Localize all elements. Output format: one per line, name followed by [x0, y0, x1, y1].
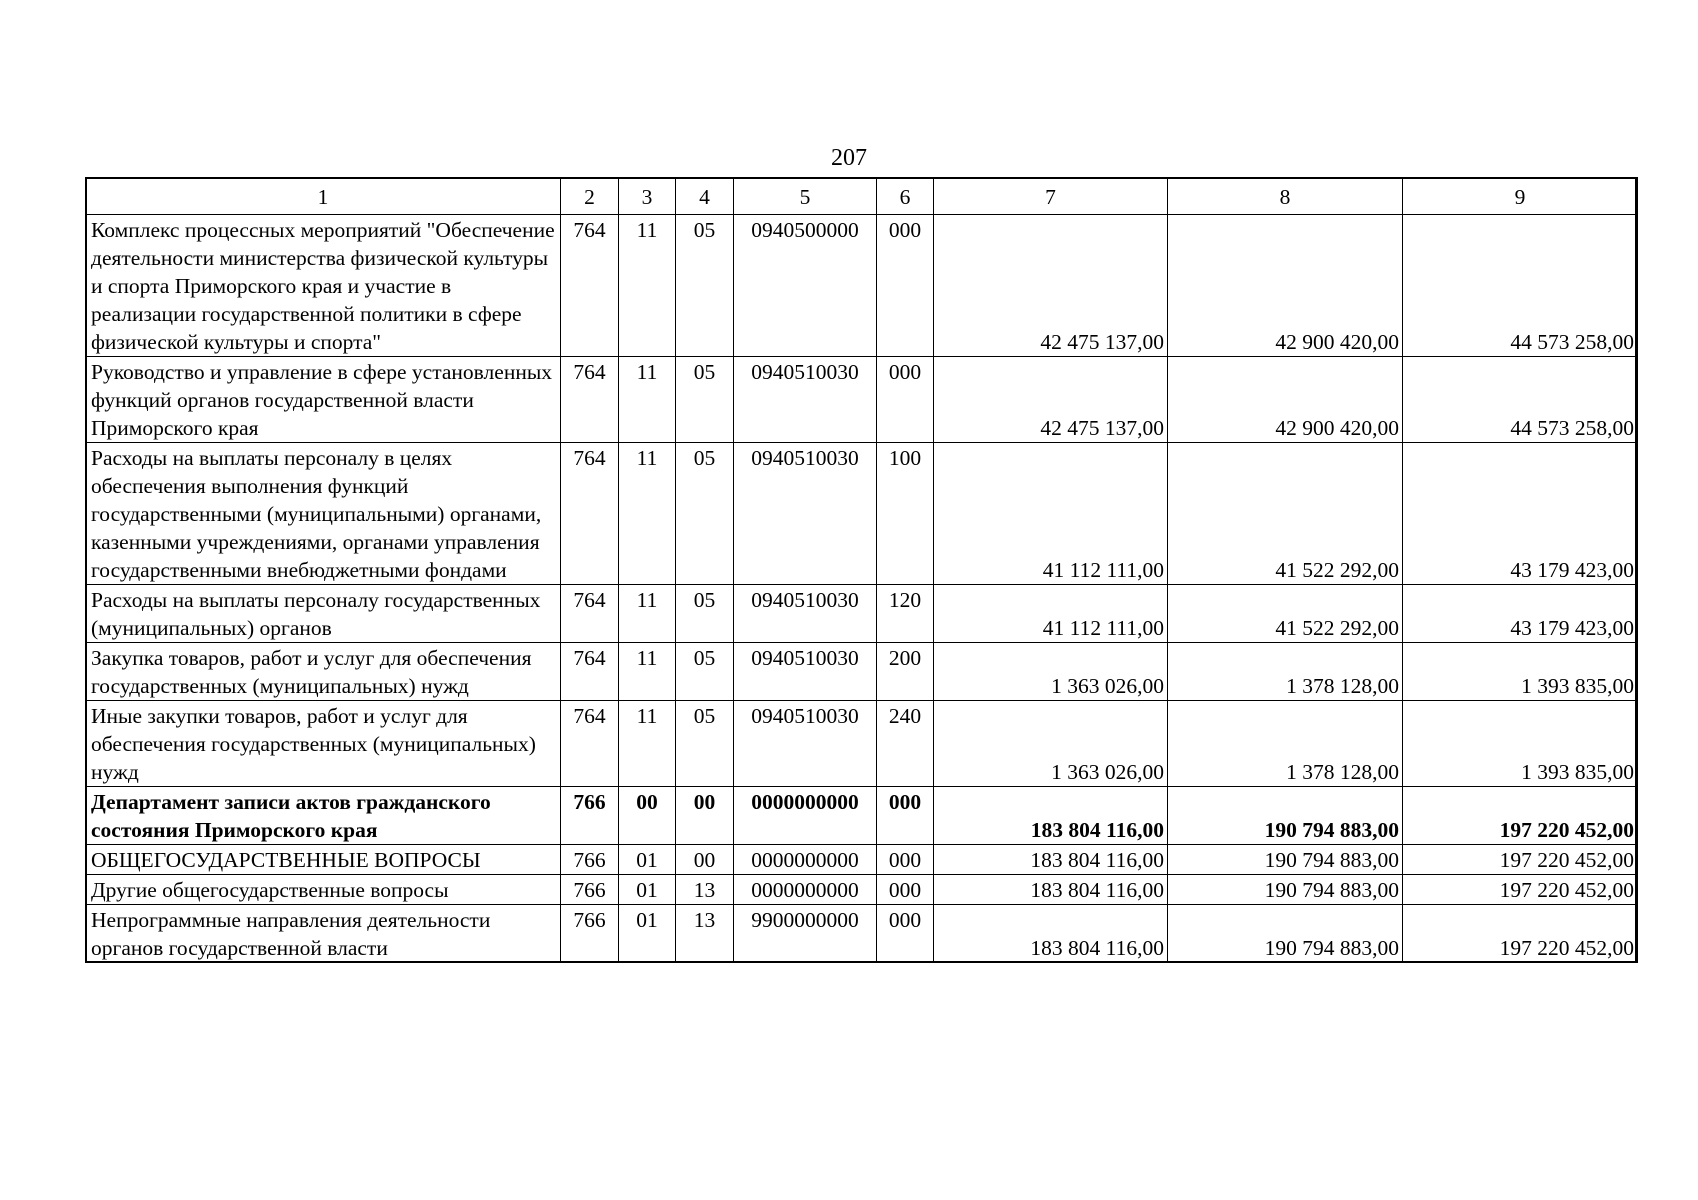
row-subsection: 13 [676, 875, 734, 905]
row-name: Комплекс процессных мероприятий "Обеспечение деятельности министерства физической культуры и спорта Приморского края и участие в реализации государственной политики в сфере физической культуры и спорта" [86, 215, 561, 357]
table-row [86, 585, 1638, 643]
row-subsection: 00 [676, 845, 734, 875]
row-subsection: 05 [676, 701, 734, 787]
table-row [86, 215, 1638, 357]
row-expense-type: 000 [877, 875, 934, 905]
row-name: Другие общегосударственные вопросы [86, 875, 561, 905]
row-amount-year-2: 42 900 420,00 [1168, 357, 1403, 443]
row-amount-year-1: 41 112 111,00 [934, 443, 1168, 585]
row-name: ОБЩЕГОСУДАРСТВЕННЫЕ ВОПРОСЫ [86, 845, 561, 875]
row-subsection: 05 [676, 357, 734, 443]
row-expense-type: 120 [877, 585, 934, 643]
row-target-article: 0940510030 [734, 585, 877, 643]
row-amount-year-2: 1 378 128,00 [1168, 643, 1403, 701]
row-target-article: 0000000000 [734, 787, 877, 845]
row-expense-type: 200 [877, 643, 934, 701]
header-row [86, 178, 1638, 215]
row-name: Расходы на выплаты персоналу государственных (муниципальных) органов [86, 585, 561, 643]
row-amount-year-2: 1 378 128,00 [1168, 701, 1403, 787]
row-amount-year-1: 42 475 137,00 [934, 215, 1168, 357]
row-amount-year-2: 190 794 883,00 [1168, 845, 1403, 875]
row-target-article: 0940510030 [734, 701, 877, 787]
row-subsection: 05 [676, 643, 734, 701]
row-amount-year-1: 183 804 116,00 [934, 845, 1168, 875]
row-target-article: 0000000000 [734, 875, 877, 905]
row-admin-code: 764 [561, 585, 619, 643]
row-amount-year-2: 41 522 292,00 [1168, 443, 1403, 585]
table-row [86, 787, 1638, 845]
row-target-article: 0940510030 [734, 443, 877, 585]
row-target-article: 0940510030 [734, 643, 877, 701]
row-name: Расходы на выплаты персоналу в целях обеспечения выполнения функций государственными (муниципальными) органами, казенными учреждениями, органами управления государственными внебюджетными фондами [86, 443, 561, 585]
row-amount-year-2: 190 794 883,00 [1168, 905, 1403, 963]
row-amount-year-1: 42 475 137,00 [934, 357, 1168, 443]
header-col-7: 7 [934, 178, 1168, 215]
row-name: Иные закупки товаров, работ и услуг для обеспечения государственных (муниципальных) нужд [86, 701, 561, 787]
row-amount-year-2: 190 794 883,00 [1168, 787, 1403, 845]
row-expense-type: 000 [877, 357, 934, 443]
budget-table [85, 177, 1638, 963]
row-admin-code: 766 [561, 845, 619, 875]
row-expense-type: 000 [877, 905, 934, 963]
header-col-1: 1 [86, 178, 561, 215]
header-col-5: 5 [734, 178, 877, 215]
header-col-2: 2 [561, 178, 619, 215]
row-target-article: 0940500000 [734, 215, 877, 357]
row-amount-year-1: 1 363 026,00 [934, 643, 1168, 701]
row-expense-type: 000 [877, 787, 934, 845]
row-amount-year-3: 1 393 835,00 [1403, 643, 1638, 701]
row-name: Непрограммные направления деятельности органов государственной власти [86, 905, 561, 963]
row-target-article: 9900000000 [734, 905, 877, 963]
row-section: 01 [619, 845, 676, 875]
row-amount-year-2: 41 522 292,00 [1168, 585, 1403, 643]
row-amount-year-3: 44 573 258,00 [1403, 357, 1638, 443]
table-row [86, 357, 1638, 443]
table-row [86, 875, 1638, 905]
row-section: 00 [619, 787, 676, 845]
row-target-article: 0940510030 [734, 357, 877, 443]
row-subsection: 05 [676, 585, 734, 643]
row-subsection: 05 [676, 215, 734, 357]
row-section: 11 [619, 215, 676, 357]
row-amount-year-2: 190 794 883,00 [1168, 875, 1403, 905]
row-amount-year-3: 197 220 452,00 [1403, 787, 1638, 845]
row-amount-year-2: 42 900 420,00 [1168, 215, 1403, 357]
header-col-8: 8 [1168, 178, 1403, 215]
header-col-3: 3 [619, 178, 676, 215]
row-subsection: 05 [676, 443, 734, 585]
page-number: 207 [831, 145, 867, 171]
row-admin-code: 766 [561, 905, 619, 963]
row-expense-type: 000 [877, 845, 934, 875]
row-section: 11 [619, 701, 676, 787]
row-admin-code: 764 [561, 215, 619, 357]
row-amount-year-3: 197 220 452,00 [1403, 845, 1638, 875]
row-section: 11 [619, 643, 676, 701]
row-amount-year-1: 183 804 116,00 [934, 787, 1168, 845]
row-expense-type: 000 [877, 215, 934, 357]
row-amount-year-3: 1 393 835,00 [1403, 701, 1638, 787]
row-subsection: 13 [676, 905, 734, 963]
row-subsection: 00 [676, 787, 734, 845]
row-section: 11 [619, 585, 676, 643]
row-name: Руководство и управление в сфере установленных функций органов государственной власти Приморского края [86, 357, 561, 443]
header-col-6: 6 [877, 178, 934, 215]
row-admin-code: 764 [561, 357, 619, 443]
table-body [86, 215, 1638, 963]
row-section: 01 [619, 875, 676, 905]
row-admin-code: 766 [561, 875, 619, 905]
row-admin-code: 764 [561, 443, 619, 585]
row-amount-year-1: 41 112 111,00 [934, 585, 1168, 643]
row-amount-year-3: 44 573 258,00 [1403, 215, 1638, 357]
row-amount-year-3: 197 220 452,00 [1403, 875, 1638, 905]
row-name: Департамент записи актов гражданского состояния Приморского края [86, 787, 561, 845]
row-amount-year-1: 1 363 026,00 [934, 701, 1168, 787]
row-amount-year-3: 43 179 423,00 [1403, 443, 1638, 585]
header-col-9: 9 [1403, 178, 1638, 215]
row-expense-type: 240 [877, 701, 934, 787]
table-row [86, 643, 1638, 701]
row-amount-year-1: 183 804 116,00 [934, 875, 1168, 905]
table-row [86, 845, 1638, 875]
row-amount-year-3: 197 220 452,00 [1403, 905, 1638, 963]
row-admin-code: 766 [561, 787, 619, 845]
row-admin-code: 764 [561, 701, 619, 787]
row-admin-code: 764 [561, 643, 619, 701]
table-row [86, 443, 1638, 585]
row-expense-type: 100 [877, 443, 934, 585]
row-target-article: 0000000000 [734, 845, 877, 875]
row-amount-year-3: 43 179 423,00 [1403, 585, 1638, 643]
row-section: 01 [619, 905, 676, 963]
header-col-4: 4 [676, 178, 734, 215]
row-section: 11 [619, 357, 676, 443]
table-row [86, 701, 1638, 787]
row-section: 11 [619, 443, 676, 585]
table-row [86, 905, 1638, 963]
row-amount-year-1: 183 804 116,00 [934, 905, 1168, 963]
row-name: Закупка товаров, работ и услуг для обеспечения государственных (муниципальных) нужд [86, 643, 561, 701]
